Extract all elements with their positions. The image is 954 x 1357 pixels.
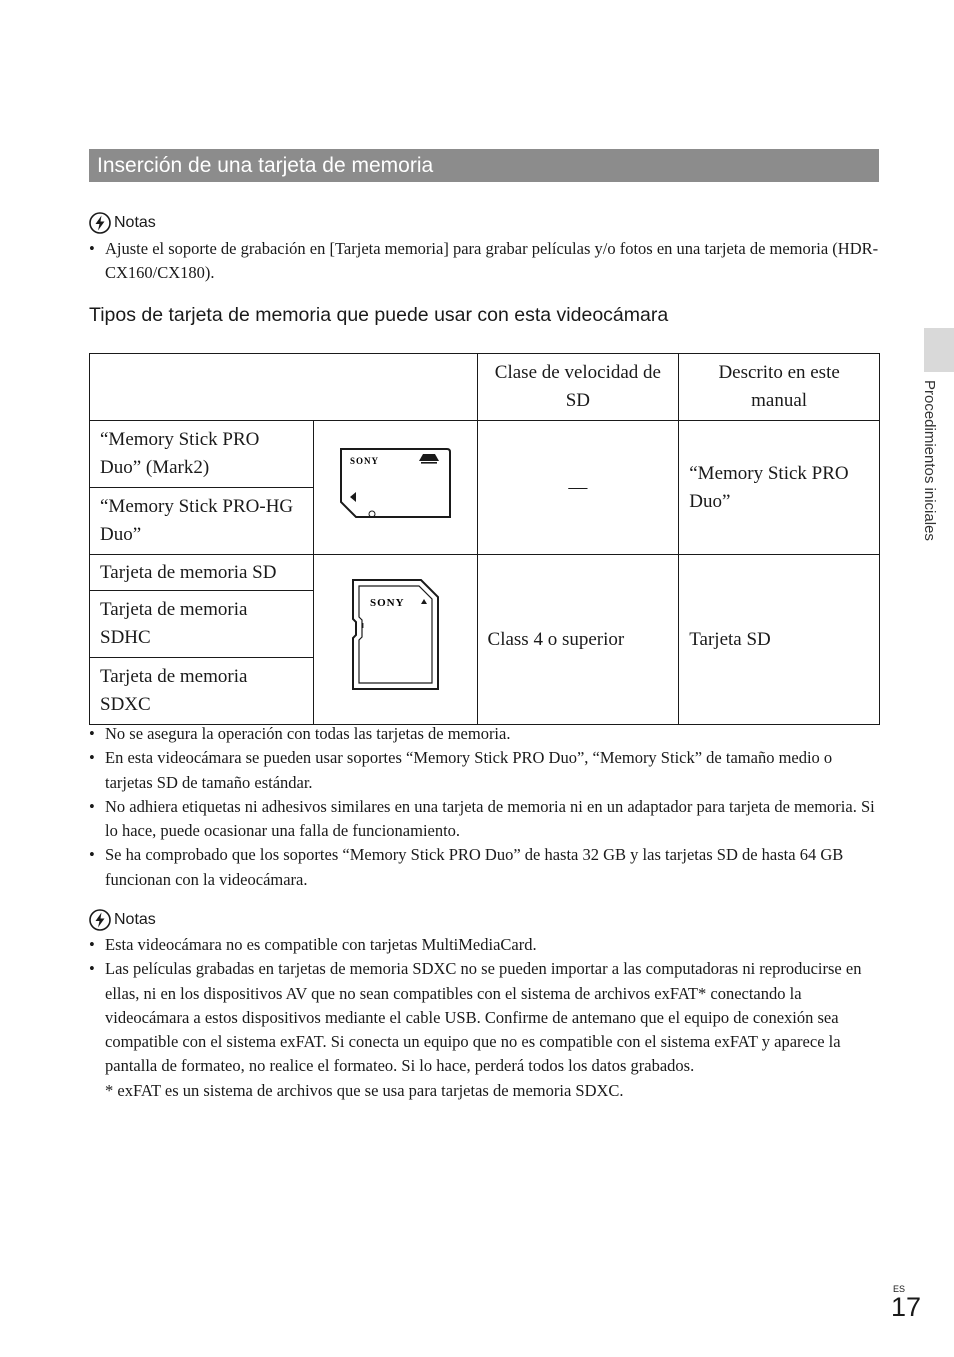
notes-label: Notas — [114, 911, 156, 928]
card-brand: SONY — [350, 456, 380, 466]
page-number: 17 — [891, 1292, 922, 1322]
caution-icon — [89, 909, 111, 931]
card-type-cell: Tarjeta de memoria SDXC — [90, 658, 314, 725]
notes-list-2 — [89, 933, 879, 1103]
notes-label: Notas — [114, 214, 156, 231]
header-described-in-manual: Descrito en este manual — [679, 354, 880, 421]
card-type-cell: “Memory Stick PRO Duo” (Mark2) — [90, 421, 314, 488]
memory-card-table — [89, 353, 880, 725]
table-notes-list — [89, 722, 879, 892]
notes-list-1 — [89, 237, 879, 286]
empty-header-cell — [90, 354, 478, 421]
sd-card-icon — [349, 576, 441, 694]
list-item: • En esta videocámara se pueden usar soportes “Memory Stick PRO Duo”, “Memory Stick” de tamaño medio o tarjetas SD de tamaño estándar. — [89, 746, 879, 795]
footnote: * exFAT es un sistema de archivos que se usa para tarjetas de memoria SDXC. — [105, 1080, 624, 1100]
manual-name-cell: “Memory Stick PRO Duo” — [679, 421, 880, 555]
notes-heading — [89, 909, 156, 931]
memory-stick-icon — [337, 444, 453, 522]
card-type-cell: “Memory Stick PRO-HG Duo” — [90, 488, 314, 555]
section-title: Inserción de una tarjeta de memoria — [89, 149, 879, 182]
list-item: • No se asegura la operación con todas las tarjetas de memoria. — [89, 722, 879, 746]
card-type-cell: Tarjeta de memoria SD — [90, 555, 314, 591]
speed-class-cell: — — [477, 421, 679, 555]
list-item: • Las películas grabadas en tarjetas de memoria SDXC no se pueden importar a las computadoras ni reproducirse en ellas, ni en los dispositivos AV que no sean compatibles con el sistema de archivos exFAT* conectando la videocámara a estos dispositivos mediante el cable USB. Confirme de antemano que el equipo de conexión sea compatible con el sistema exFAT. Si conecta un equipo que no es compatible con el sistema exFAT y aparece la pantalla de formateo, no realice el formateo. Si lo hace, perderá todos los datos grabados. — [89, 957, 879, 1078]
table-heading: Tipos de tarjeta de memoria que puede usar con esta videocámara — [89, 304, 669, 326]
caution-icon — [89, 212, 111, 234]
side-section-label: Procedimientos iniciales — [921, 380, 938, 541]
page-language: ES — [893, 1284, 906, 1294]
table-header-row — [90, 354, 880, 421]
speed-class-cell: Class 4 o superior — [477, 555, 679, 725]
card-type-cell: Tarjeta de memoria SDHC — [90, 591, 314, 658]
sd-card-image-cell — [313, 555, 477, 725]
table-row — [90, 555, 880, 591]
list-item: • Ajuste el soporte de grabación en [Tarjeta memoria] para grabar películas y/o fotos en una tarjeta de memoria (HDR-CX160/CX180). — [89, 237, 879, 286]
header-speed-class: Clase de velocidad de SD — [477, 354, 679, 421]
table-row — [90, 421, 880, 488]
list-item: • No adhiera etiquetas ni adhesivos similares en una tarjeta de memoria ni en un adaptador para tarjeta de memoria. Si lo hace, puede ocasionar una falla de funcionamiento. — [89, 795, 879, 844]
manual-name-cell: Tarjeta SD — [679, 555, 880, 725]
memory-stick-image-cell — [313, 421, 477, 555]
list-item: • Esta videocámara no es compatible con tarjetas MultiMediaCard. — [89, 933, 879, 957]
notes-heading — [89, 212, 156, 234]
side-tab — [924, 328, 954, 372]
list-item: • Se ha comprobado que los soportes “Memory Stick PRO Duo” de hasta 32 GB y las tarjetas SD de hasta 64 GB funcionan con la videocámara. — [89, 843, 879, 892]
card-brand: SONY — [370, 597, 405, 609]
